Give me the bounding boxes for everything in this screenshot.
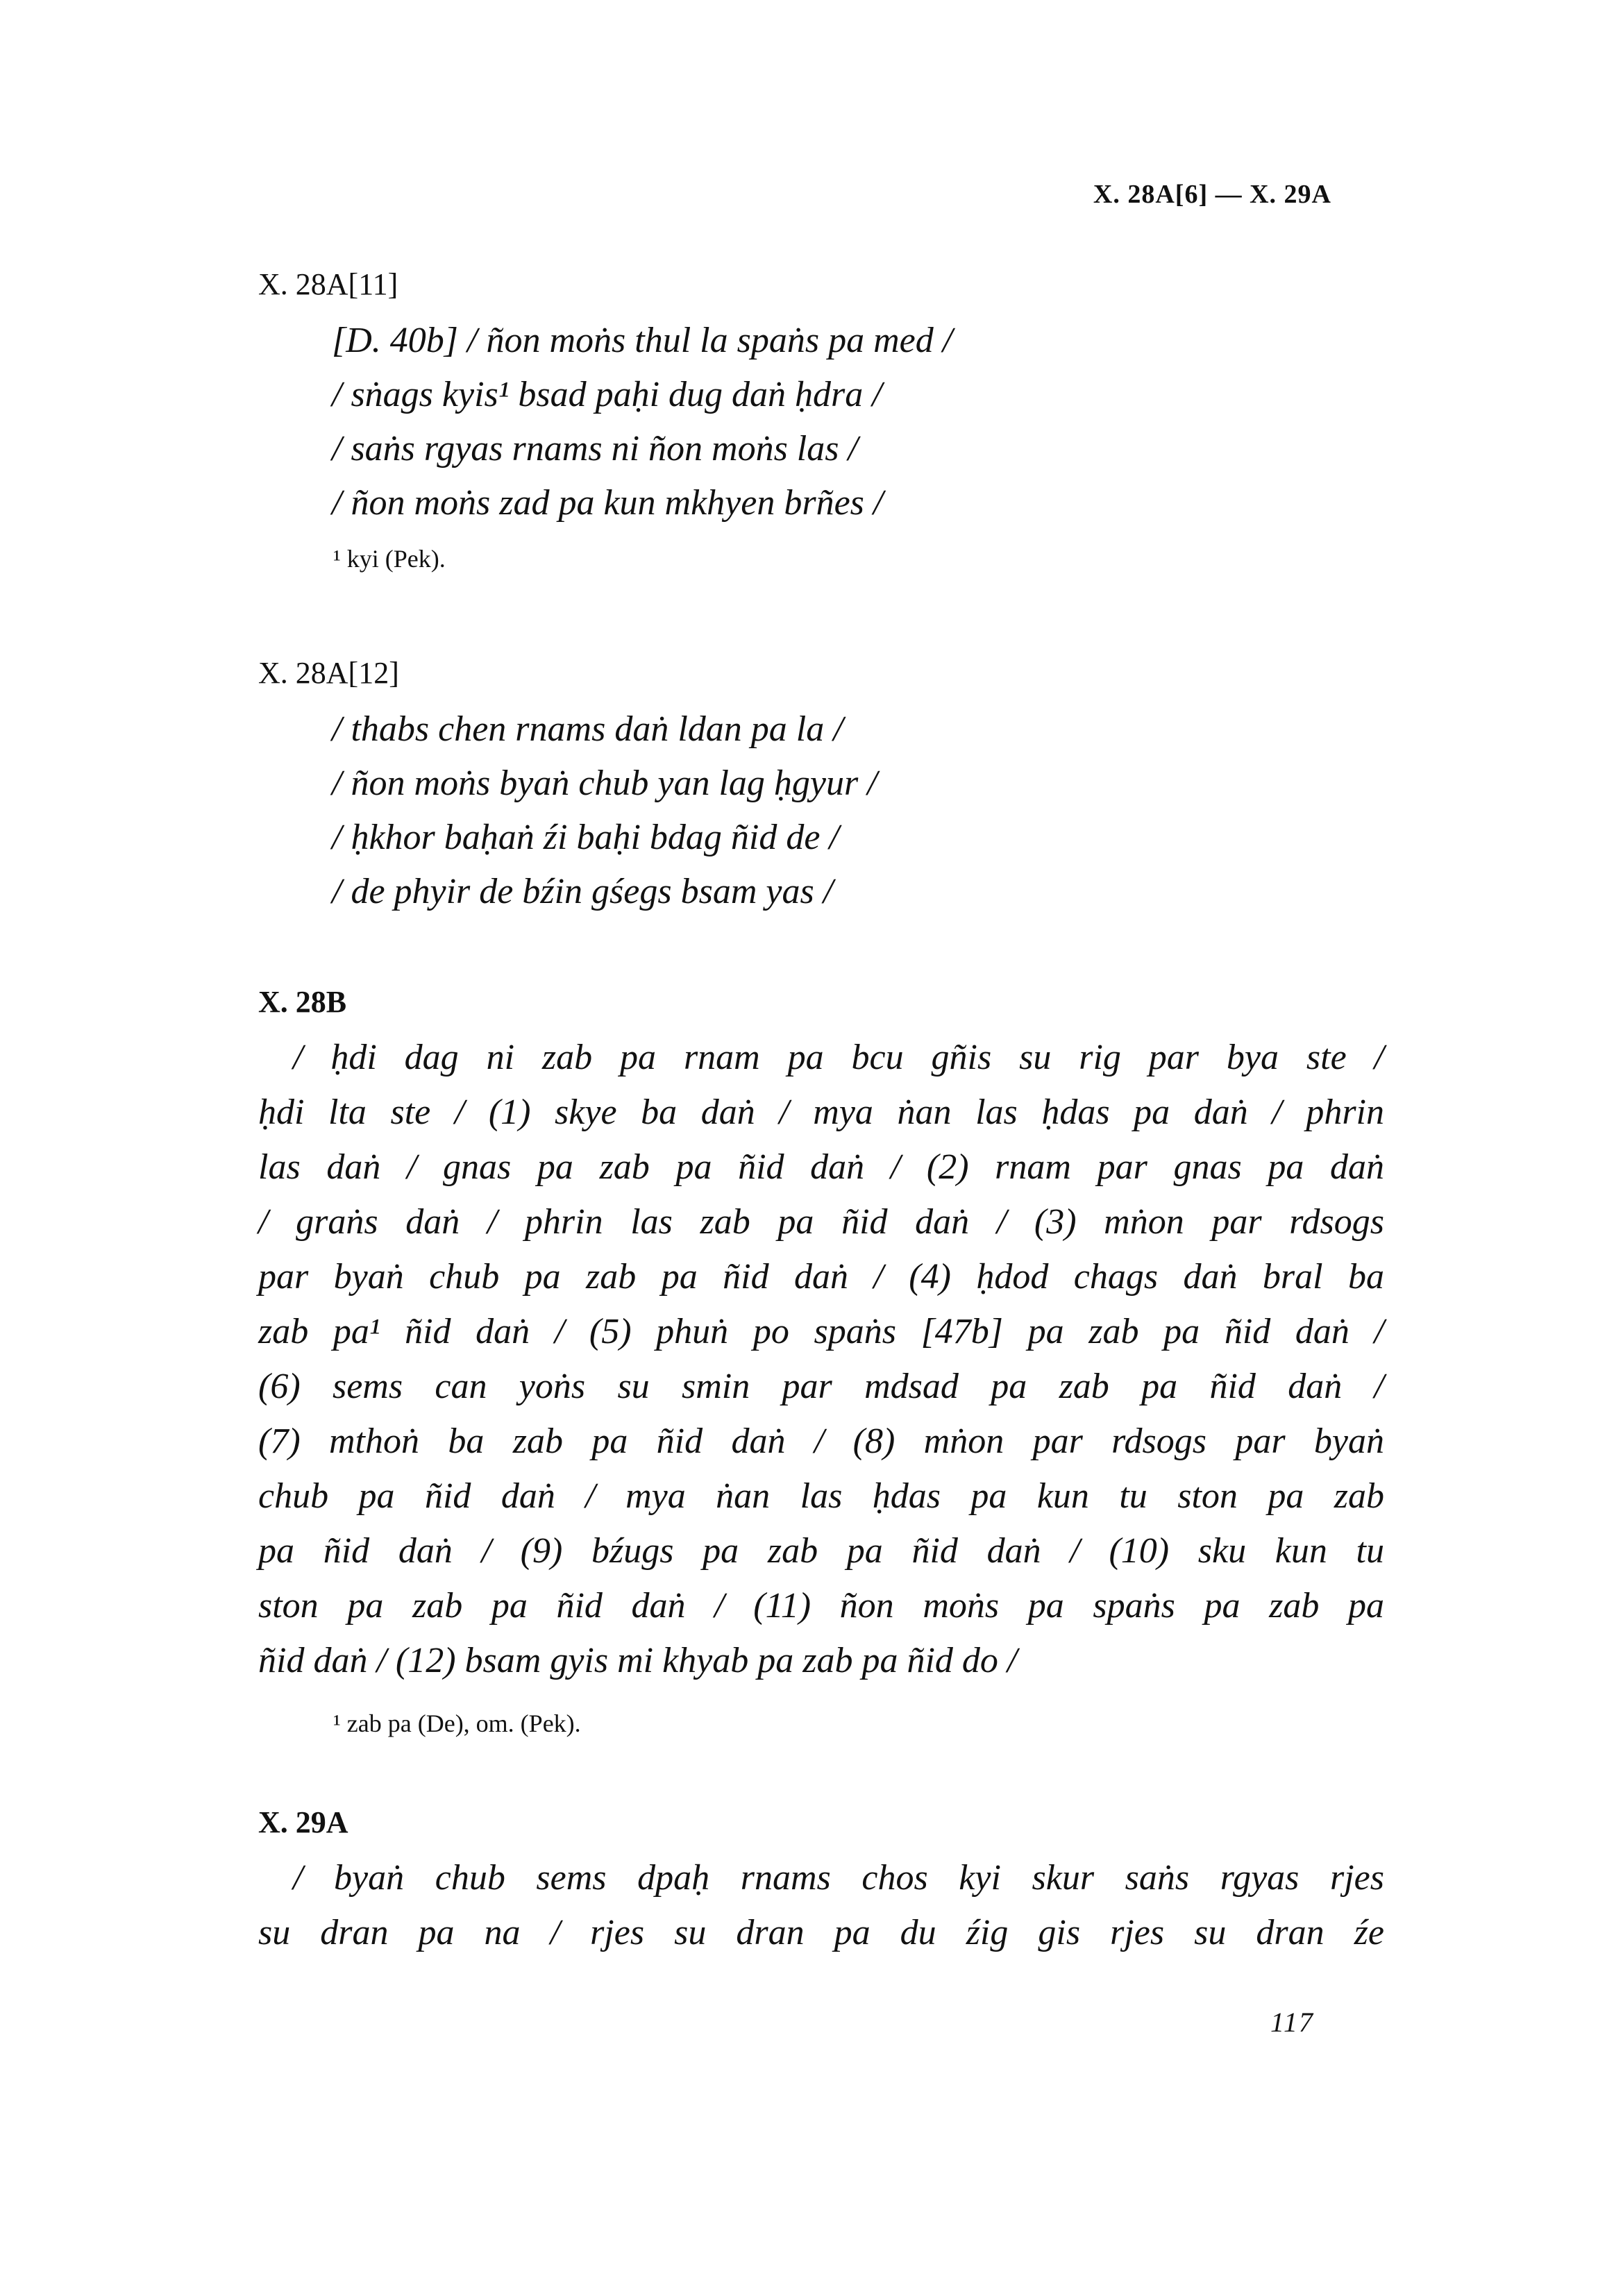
prose-line: chub pa ñid daṅ / mya ṅan las ḥdas pa kun tu ston pa zab <box>258 1476 1384 1516</box>
section-label: X. 28B <box>258 985 347 1019</box>
verse-line: / de phyir de bźin gśegs bsam yas / <box>332 872 834 911</box>
verse-block <box>332 702 877 919</box>
verse-line: / ñon moṅs byaṅ chub yan lag ḥgyur / <box>332 763 877 803</box>
prose-line: (6) sems can yoṅs su smin par mdsad pa zab pa ñid daṅ / <box>258 1367 1384 1406</box>
prose-line: ñid daṅ / (12) bsam gyis mi khyab pa zab pa ñid do / <box>258 1641 1018 1680</box>
verse-line: / ḥkhor baḥaṅ źi baḥi bdag ñid de / <box>332 818 839 857</box>
section-label: X. 28A[12] <box>258 656 399 690</box>
section-label: X. 28A[11] <box>258 267 398 301</box>
verse-line: [D. 40b] / ñon moṅs thul la spaṅs pa med / <box>332 321 953 360</box>
prose-line: / ḥdi dag ni zab pa rnam pa bcu gñis su rig par bya ste / <box>293 1038 1384 1077</box>
footnote: ¹ kyi (Pek). <box>333 545 446 573</box>
verse-line: / sṅags kyis¹ bsad paḥi dug daṅ ḥdra / <box>332 375 882 414</box>
verse-block <box>332 314 952 530</box>
section-label: X. 29A <box>258 1805 348 1839</box>
prose-line: su dran pa na / rjes su dran pa du źig gis rjes su dran źe <box>258 1913 1384 1952</box>
page-number: 117 <box>1270 2007 1315 2038</box>
verse-line: / saṅs rgyas rnams ni ñon moṅs las / <box>332 429 858 469</box>
prose-line: ḥdi lta ste / (1) skye ba daṅ / mya ṅan las ḥdas pa daṅ / phrin <box>258 1092 1384 1132</box>
prose-block <box>258 1030 1384 1688</box>
verse-line: / thabs chen rnams daṅ ldan pa la / <box>332 709 843 749</box>
prose-line: zab pa¹ ñid daṅ / (5) phuṅ po spaṅs [47b] pa zab pa ñid daṅ / <box>258 1312 1384 1351</box>
prose-line: pa ñid daṅ / (9) bźugs pa zab pa ñid daṅ / (10) sku kun tu <box>258 1531 1384 1571</box>
prose-line: las daṅ / gnas pa zab pa ñid daṅ / (2) rnam par gnas pa daṅ <box>258 1147 1384 1187</box>
prose-line: / byaṅ chub sems dpaḥ rnams chos kyi skur saṅs rgyas rjes <box>293 1858 1384 1898</box>
prose-line: / graṅs daṅ / phrin las zab pa ñid daṅ / (3) mṅon par rdsogs <box>258 1202 1384 1242</box>
footnote: ¹ zab pa (De), om. (Pek). <box>333 1710 581 1737</box>
verse-line: / ñon moṅs zad pa kun mkhyen brñes / <box>332 483 884 523</box>
running-head: X. 28A[6] — X. 29A <box>1093 180 1331 209</box>
prose-block <box>258 1850 1384 1960</box>
prose-line: (7) mthoṅ ba zab pa ñid daṅ / (8) mṅon par rdsogs par byaṅ <box>258 1421 1384 1461</box>
prose-line: par byaṅ chub pa zab pa ñid daṅ / (4) ḥdod chags daṅ bral ba <box>258 1257 1384 1297</box>
prose-line: ston pa zab pa ñid daṅ / (11) ñon moṅs pa spaṅs pa zab pa <box>258 1586 1384 1626</box>
